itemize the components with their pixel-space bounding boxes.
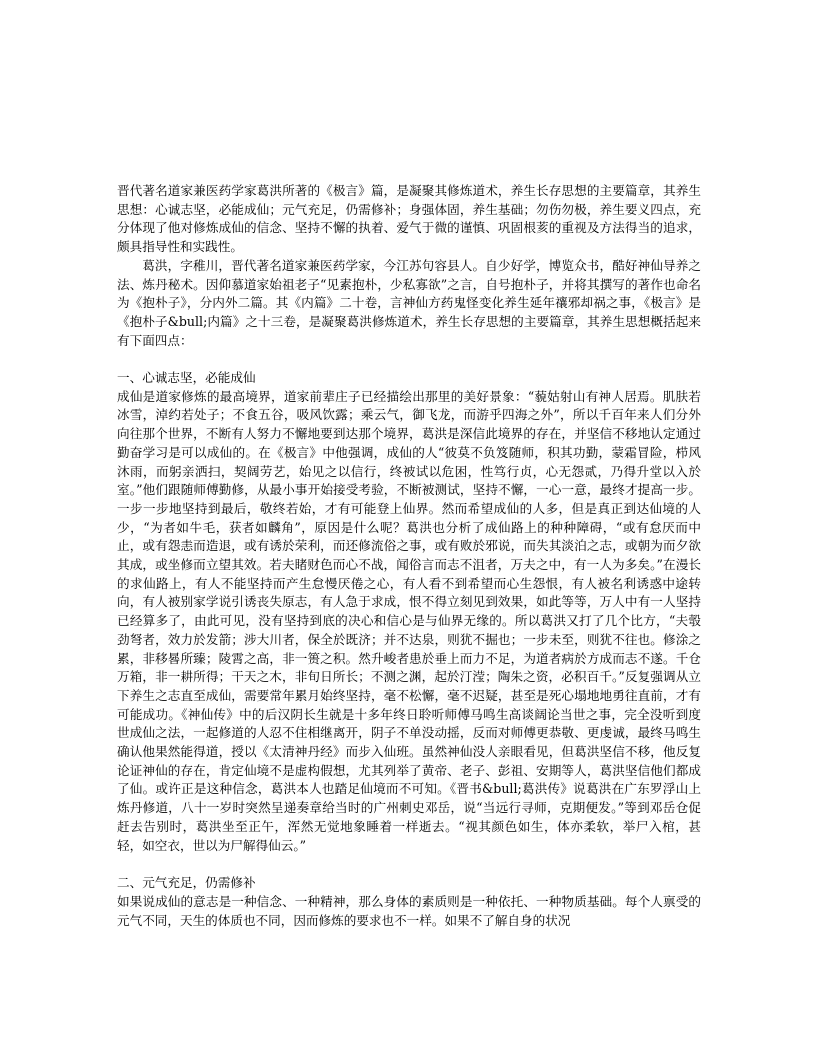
section-2-heading: 二、元气充足，仍需修补 [117, 875, 256, 891]
intro-paragraph-1: 晋代著名道家兼医药学家葛洪所著的《极言》篇，是凝聚其修炼道术，养生长存思想的主要篇章，其养生思想：心诚志坚，必能成仙；元气充足，仍需修补；身强体固，养生基础；勿伤勿极，养生要义四点，充分体现了他对修炼成仙的信念、坚持不懈的执着、爱气于微的谨慎、巩固根荄的重视及方法得当的追求，颇具指导性和实践性。 [117, 183, 701, 255]
intro-paragraph-2: 葛洪，字稚川，晋代著名道家兼医药学家，今江苏句容县人。自少好学，博览众书，酷好神仙导养之法、炼丹秘术。因仰慕道家始祖老子“见素抱朴，少私寡欲”之言，自号抱朴子，并将其撰写的著作也命名为《抱朴子》，分内外二篇。其《内篇》二十卷，言神仙方药鬼怪变化养生延年禳邪却祸之事，《极言》是《抱朴子&bull;内篇》之十三卷，是凝聚葛洪修炼道术，养生长存思想的主要篇章，其养生思想概括起来有下面四点： [117, 257, 701, 348]
spacer-after-intro [117, 350, 701, 369]
spacer-after-section-1 [117, 855, 701, 874]
section-2-body: 如果说成仙的意志是一种信念、一种精神，那么身体的素质则是一种依托、一种物质基础。每个人禀受的元气不同，天生的体质也不同，因而修炼的要求也不一样。如果不了解自身的状况 [117, 894, 701, 928]
section-1-body: 成仙是道家修炼的最高境界，道家前辈庄子已经描绘出那里的美好景象：“藐姑射山有神人居焉。肌肤若冰雪，淖约若处子；不食五谷，吸风饮露；乘云气，御飞龙，而游乎四海之外”，所以千百年来人们分外向往那个世界，不断有人努力不懈地要到达那个境界，葛洪是深信此境界的存在，并坚信不移地认定通过勤奋学习是可以成仙的。在《极言》中他强调，成仙的人“彼莫不负笈随师，积其功勤，蒙霜冒险，栉风沐雨，而躬亲洒扫，契阔劳艺，始见之以信行，终被试以危困，性笃行贞，心无怨贰，乃得升堂以入於室。”他们跟随师傅勤修，从最小事开始接受考验，不断被测试，坚持不懈，一心一意，最终才提高一步。一步一步地坚持到最后，敬终若始，才有可能登上仙界。然而希望成仙的人多，但是真正到达仙境的人少，“为者如牛毛，获者如麟角”，原因是什么呢？葛洪也分析了成仙路上的种种障碍，“或有怠厌而中止，或有怨恚而造退，或有诱於荣利，而还修流俗之事，或有败於邪说，而失其淡泊之志，或朝为而夕欲其成，或坐修而立望其效。若夫睹财色而心不战，闻俗言而志不沮者，万夫之中，有一人为多矣。”在漫长的求仙路上，有人不能坚持而产生怠慢厌倦之心，有人看不到希望而心生怨恨，有人被名利诱惑中途转向，有人被别家学说引诱丧失原志，有人急于求成，恨不得立刻见到效果，如此等等，万人中有一人坚持已经算多了，由此可见，没有坚持到底的决心和信心是与仙界无缘的。所以葛洪又打了几个比方，“夫彀劲弩者，效力於发箭；涉大川者，保全於既济；并不达泉，则犹不掘也；一步未至，则犹不往也。修涂之累，非移晷所臻；陵霄之高，非一篑之积。然升峻者患於垂上而力不足，为道者病於方成而志不遂。千仓万箱，非一耕所得；干天之木，非旬日所长；不测之渊，起於汀滢；陶朱之资，必积百千。”反复强调从立下养生之志直至成仙，需要常年累月始终坚持，毫不松懈，毫不迟疑，甚至是死心塌地地勇往直前，才有可能成功。《神仙传》中的后汉阴长生就是十多年终日聆听师傅马鸣生高谈阔论当世之事，完全没听到度世成仙之法，一起修道的人忍不住相继离开，阴子不单没动摇，反而对师傅更恭敬、更虔诚，最终马鸣生确认他果然能得道，授以《太清神丹经》而步入仙班。虽然神仙没人亲眼看见，但葛洪坚信不移，他反复论证神仙的存在，肯定仙境不是虚构假想，尤其列举了黄帝、老子、彭祖、安期等人，葛洪坚信他们都成了仙。或许正是这种信念，葛洪本人也踏足仙境而不可知。《晋书&bull;葛洪传》说葛洪在广东罗浮山上炼丹修道，八十一岁时突然呈递奏章给当时的广州刺史邓岳，说“当远行寻师，克期便发。”等到邓岳仓促赶去告别时，葛洪坐至正午，浑然无觉地象睡着一样逝去。“视其颜色如生，体亦柔软，举尸入棺，甚轻，如空衣，世以为尸解得仙云。” [117, 388, 701, 853]
document-content [117, 182, 701, 930]
section-1-heading: 一、心诚志坚，必能成仙 [117, 370, 256, 386]
